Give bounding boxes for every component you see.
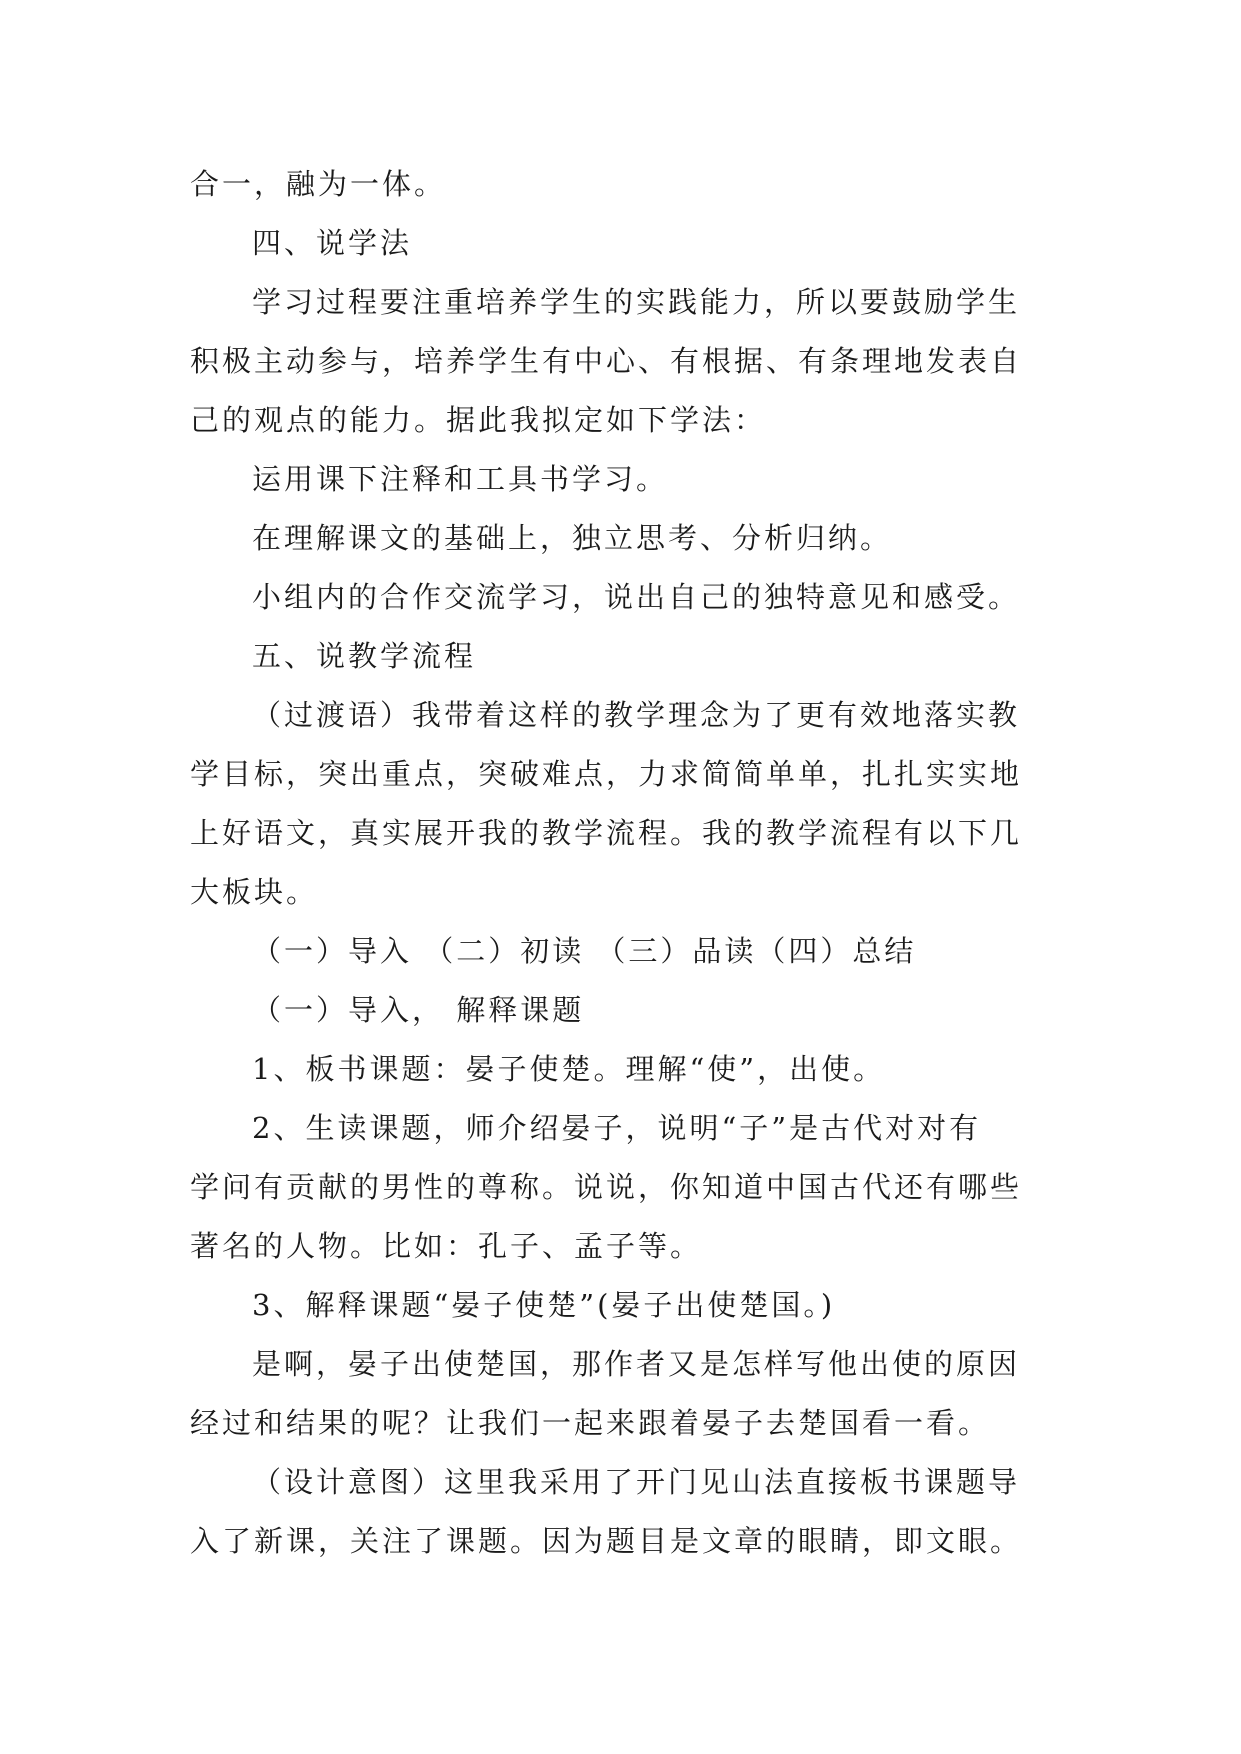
text-line: 五、说教学流程 bbox=[252, 639, 477, 673]
document-body bbox=[190, 155, 1070, 1571]
text-line: 合一，融为一体。 bbox=[190, 167, 447, 201]
text-line: 经过和结果的呢？让我们一起来跟着晏子去楚国看一看。 bbox=[190, 1406, 991, 1440]
text-line: 大板块。 bbox=[190, 875, 319, 909]
text-line: 著名的人物。比如：孔子、孟子等。 bbox=[190, 1229, 703, 1263]
text-line: （一）导入 （二）初读 （三）品读（四）总结 bbox=[252, 934, 917, 968]
text-line: 学习过程要注重培养学生的实践能力，所以要鼓励学生 bbox=[252, 285, 1021, 319]
text-line: 四、说学法 bbox=[252, 226, 413, 260]
text-line: 学问有贡献的男性的尊称。说说，你知道中国古代还有哪些 bbox=[190, 1170, 1023, 1204]
text-line: 运用课下注释和工具书学习。 bbox=[252, 462, 669, 496]
text-line: 己的观点的能力。据此我拟定如下学法： bbox=[190, 403, 767, 437]
text-line: 3、解释课题“晏子使楚”(晏子出使楚国。) bbox=[252, 1288, 836, 1322]
text-line: 学目标，突出重点，突破难点，力求简简单单，扎扎实实地 bbox=[190, 757, 1023, 791]
text-line: （过渡语）我带着这样的教学理念为了更有效地落实教 bbox=[252, 698, 1021, 732]
text-line: 1、板书课题：晏子使楚。理解“使”，出使。 bbox=[252, 1052, 886, 1086]
text-line: 入了新课，关注了课题。因为题目是文章的眼睛，即文眼。 bbox=[190, 1524, 1023, 1558]
text-line: 在理解课文的基础上，独立思考、分析归纳。 bbox=[252, 521, 893, 555]
text-line: 是啊，晏子出使楚国，那作者又是怎样写他出使的原因 bbox=[252, 1347, 1021, 1381]
text-line: 2、生读课题，师介绍晏子，说明“子”是古代对对有 bbox=[252, 1111, 982, 1145]
text-line: 小组内的合作交流学习，说出自己的独特意见和感受。 bbox=[252, 580, 1021, 614]
text-line: （一）导入， 解释课题 bbox=[252, 993, 585, 1027]
text-line: （设计意图）这里我采用了开门见山法直接板书课题导 bbox=[252, 1465, 1021, 1499]
text-line: 上好语文，真实展开我的教学流程。我的教学流程有以下几 bbox=[190, 816, 1023, 850]
text-line: 积极主动参与，培养学生有中心、有根据、有条理地发表自 bbox=[190, 344, 1023, 378]
